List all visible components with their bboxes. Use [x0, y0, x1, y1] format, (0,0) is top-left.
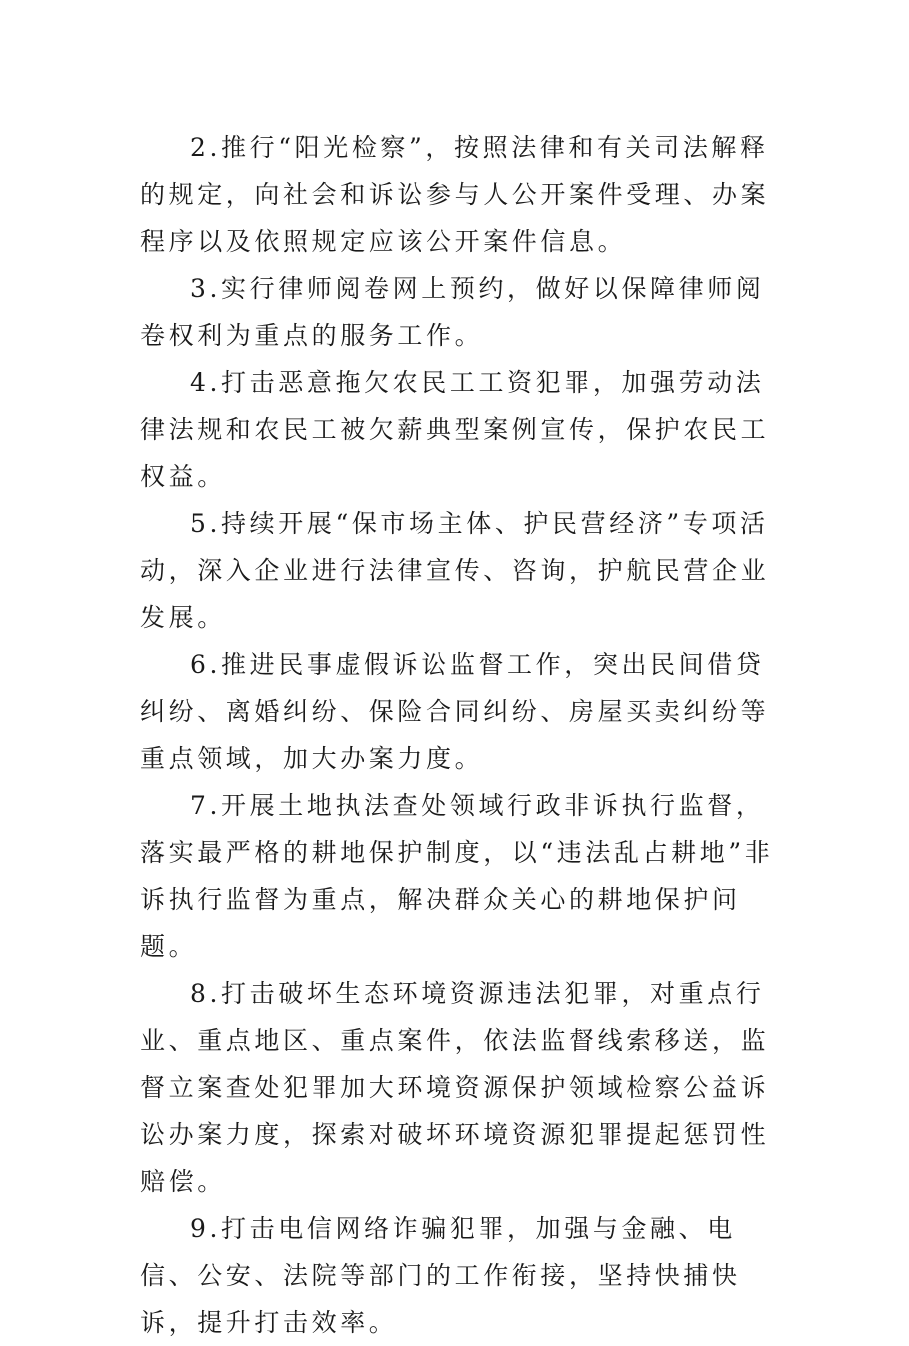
- paragraph-item-6: 6.推进民事虚假诉讼监督工作，突出民间借贷纠纷、离婚纠纷、保险合同纠纷、房屋买卖纠纷等重点领域，加大办案力度。: [140, 650, 770, 773]
- paragraph-item-9: 9.打击电信网络诈骗犯罪，加强与金融、电信、公安、法院等部门的工作衔接，坚持快捕快诉，提升打击效率。: [140, 1214, 741, 1337]
- paragraph-item-7: 7.开展土地执法查处领域行政非诉执行监督，落实最严格的耕地保护制度，以“违法乱占耕地”非诉执行监督为重点，解决群众关心的耕地保护问题。: [140, 791, 774, 961]
- paragraph-item-5: 5.持续开展“保市场主体、护民营经济”专项活动，深入企业进行法律宣传、咨询，护航民营企业发展。: [140, 509, 770, 632]
- paragraph-item-3: 3.实行律师阅卷网上预约，做好以保障律师阅卷权利为重点的服务工作。: [140, 274, 765, 350]
- document-body: [140, 124, 790, 1346]
- paragraph-item-4: 4.打击恶意拖欠农民工工资犯罪，加强劳动法律法规和农民工被欠薪典型案例宣传，保护农民工权益。: [140, 368, 770, 491]
- paragraph-item-2: 2.推行“阳光检察”，按照法律和有关司法解释的规定，向社会和诉讼参与人公开案件受理、办案程序以及依照规定应该公开案件信息。: [140, 133, 770, 256]
- paragraph-item-8: 8.打击破坏生态环境资源违法犯罪，对重点行业、重点地区、重点案件，依法监督线索移送，监督立案查处犯罪加大环境资源保护领域检察公益诉讼办案力度，探索对破坏环境资源犯罪提起惩罚性赔偿。: [140, 979, 770, 1196]
